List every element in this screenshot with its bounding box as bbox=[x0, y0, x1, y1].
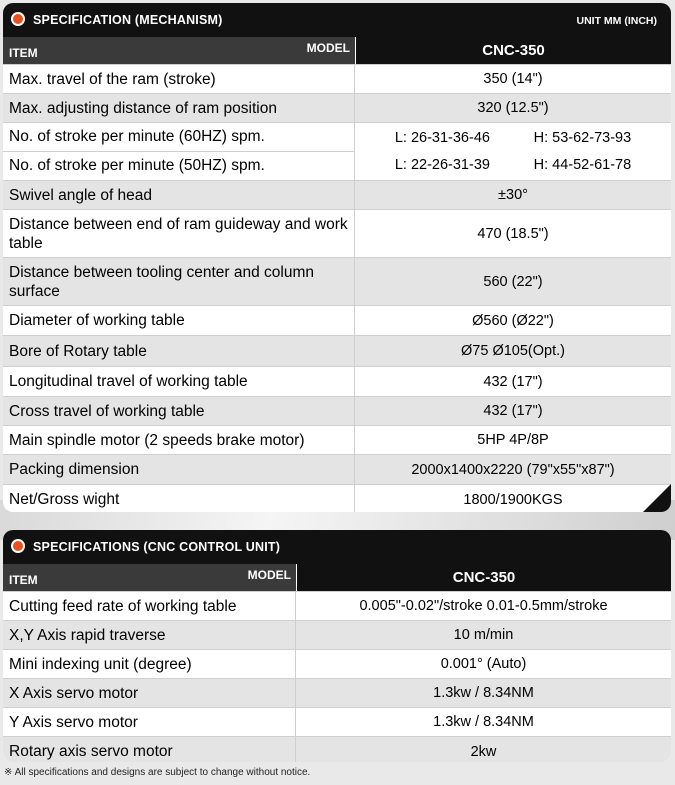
row-label: Diameter of working table bbox=[3, 306, 355, 335]
table-row bbox=[3, 484, 671, 512]
panel-title: SPECIFICATION (MECHANISM) bbox=[33, 13, 223, 27]
header-item-cell bbox=[3, 37, 356, 64]
row-label: Cross travel of working table bbox=[3, 397, 355, 425]
strokes-50hz bbox=[355, 152, 671, 179]
model-value: CNC-350 bbox=[297, 564, 671, 591]
table-row bbox=[3, 707, 671, 736]
row-value: 1.3kw / 8.34NM bbox=[433, 685, 534, 701]
panel-title-bar bbox=[3, 530, 671, 564]
row-value: 470 (18.5") bbox=[477, 225, 549, 242]
table-row bbox=[3, 396, 671, 425]
row-value: 432 (17") bbox=[483, 403, 543, 419]
table-row bbox=[3, 678, 671, 707]
strokes-row bbox=[3, 122, 671, 180]
mechanism-spec-panel bbox=[3, 3, 671, 512]
table-header bbox=[3, 37, 671, 64]
table-row bbox=[3, 257, 671, 305]
row-value: 1.3kw / 8.34NM bbox=[433, 714, 534, 730]
model-label: MODEL bbox=[306, 41, 350, 55]
high-speed-value: H: 53-62-73-93 bbox=[533, 130, 632, 146]
table-row bbox=[3, 454, 671, 484]
table-row bbox=[3, 591, 671, 620]
row-label: Cutting feed rate of working table bbox=[3, 592, 296, 620]
row-value: 1800/1900KGS bbox=[463, 491, 563, 508]
strokes-60hz bbox=[355, 125, 671, 152]
row-value: 2000x1400x2220 (79"x55"x87") bbox=[411, 461, 615, 478]
table-row bbox=[3, 180, 671, 209]
row-value: 10 m/min bbox=[453, 627, 514, 643]
row-label: No. of stroke per minute (60HZ) spm. bbox=[9, 128, 265, 145]
cnc-control-spec-panel bbox=[3, 530, 671, 762]
row-label: Swivel angle of head bbox=[3, 181, 355, 209]
row-label: No. of stroke per minute (50HZ) spm. bbox=[3, 151, 354, 180]
row-label: Packing dimension bbox=[3, 455, 355, 484]
high-speed-value: H: 44-52-61-78 bbox=[533, 157, 632, 173]
model-value: CNC-350 bbox=[356, 37, 671, 64]
row-label: Rotary axis servo motor bbox=[3, 737, 296, 762]
row-label: X,Y Axis rapid traverse bbox=[3, 621, 296, 649]
row-label: Mini indexing unit (degree) bbox=[3, 650, 296, 678]
strokes-values bbox=[355, 123, 671, 180]
table-row bbox=[3, 366, 671, 396]
row-value: 320 (12.5") bbox=[477, 100, 549, 116]
row-label: Longitudinal travel of working table bbox=[3, 367, 355, 396]
bullet-icon bbox=[13, 14, 23, 24]
row-label: Distance between end of ram guideway and work table bbox=[3, 210, 355, 257]
row-label: Max. travel of the ram (stroke) bbox=[3, 65, 355, 93]
panel-title: SPECIFICATIONS (CNC CONTROL UNIT) bbox=[33, 540, 281, 554]
row-label: Bore of Rotary table bbox=[3, 336, 355, 366]
row-label: Max. adjusting distance of ram position bbox=[3, 94, 355, 122]
table-row bbox=[3, 93, 671, 122]
bullet-icon bbox=[13, 541, 23, 551]
table-row bbox=[3, 620, 671, 649]
footnote: ※ All specifications and designs are subject to change without notice. bbox=[4, 767, 311, 778]
row-label: Distance between tooling center and column surface bbox=[3, 258, 355, 305]
row-label: Net/Gross wight bbox=[3, 485, 355, 512]
table-row bbox=[3, 425, 671, 454]
table-row bbox=[3, 736, 671, 762]
model-label: MODEL bbox=[247, 568, 291, 582]
row-value: 0.001° (Auto) bbox=[440, 656, 527, 672]
row-value: Ø560 (Ø22") bbox=[472, 312, 554, 329]
row-label: X Axis servo motor bbox=[3, 679, 296, 707]
table-row bbox=[3, 335, 671, 366]
item-label: ITEM bbox=[9, 46, 38, 60]
item-label: ITEM bbox=[9, 573, 38, 587]
row-label: Y Axis servo motor bbox=[3, 708, 296, 736]
row-value: 432 (17") bbox=[483, 373, 543, 390]
corner-accent bbox=[643, 484, 671, 512]
row-value: 2kw bbox=[470, 743, 497, 760]
header-item-cell bbox=[3, 564, 297, 591]
strokes-labels bbox=[3, 123, 355, 180]
low-speed-value: L: 26-31-36-46 bbox=[394, 130, 490, 146]
row-value: Ø75 Ø105(Opt.) bbox=[461, 343, 565, 359]
table-header bbox=[3, 564, 671, 591]
table-row bbox=[3, 305, 671, 335]
low-speed-value: L: 22-26-31-39 bbox=[394, 157, 490, 173]
row-label: Main spindle motor (2 speeds brake motor) bbox=[3, 426, 355, 454]
table-row bbox=[3, 209, 671, 257]
row-value: 5HP 4P/8P bbox=[477, 432, 549, 448]
table-row bbox=[3, 64, 671, 93]
row-value: 350 (14") bbox=[483, 71, 543, 87]
panel-title-bar bbox=[3, 3, 671, 37]
row-value: 560 (22") bbox=[483, 273, 543, 290]
row-value: ±30° bbox=[498, 187, 528, 203]
table-row bbox=[3, 649, 671, 678]
unit-label: UNIT MM (INCH) bbox=[576, 15, 657, 27]
row-value: 0.005"-0.02"/stroke 0.01-0.5mm/stroke bbox=[359, 598, 608, 614]
